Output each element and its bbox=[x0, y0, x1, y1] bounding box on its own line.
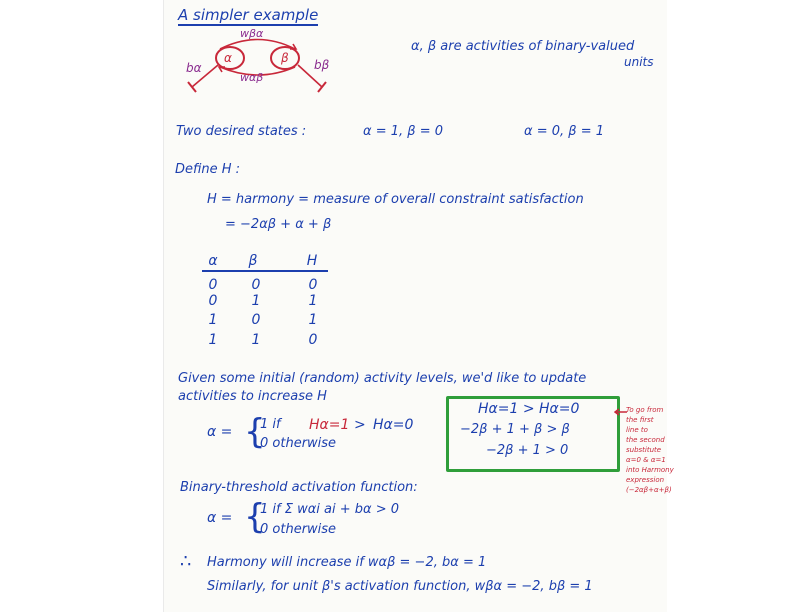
side-note-line: To go from bbox=[626, 406, 664, 414]
side-note-line: into Harmony bbox=[626, 466, 674, 474]
side-note-line: (−2αβ+α+β) bbox=[626, 486, 672, 494]
table-cell: 1 bbox=[308, 293, 318, 309]
box-line2: −2β + 1 + β > β bbox=[460, 422, 570, 437]
side-note bbox=[626, 405, 674, 495]
h-definition-line1: H = harmony = measure of overall constraint satisfaction bbox=[207, 192, 584, 207]
binary-rule-lhs: α = bbox=[207, 510, 233, 526]
table-cell: 0 bbox=[251, 312, 261, 328]
bias-alpha-label: bα bbox=[186, 61, 202, 75]
table-cell: 1 bbox=[251, 332, 261, 348]
update-goal-line1: Given some initial (random) activity levels, we'd like to update bbox=[178, 371, 587, 386]
alpha-rule-gt: > bbox=[354, 417, 366, 433]
bias-beta-label: bβ bbox=[314, 58, 330, 72]
alpha-rule-h1: Hα=1 bbox=[309, 417, 350, 433]
side-note-line: substitute bbox=[626, 446, 662, 454]
binary-units-note: α, β are activities of binary-valued bbox=[411, 39, 635, 54]
table-header-h: H bbox=[306, 253, 318, 269]
table-cell: 1 bbox=[308, 312, 318, 328]
box-line1: Hα=1 > Hα=0 bbox=[478, 401, 580, 417]
h-definition-line2: = −2αβ + α + β bbox=[225, 217, 332, 232]
table-header-alpha: α bbox=[208, 253, 218, 269]
alpha-rule-case1: 1 if bbox=[260, 417, 281, 432]
alpha-rule-lhs: α = bbox=[207, 424, 233, 440]
conclusion-line1: Harmony will increase if wαβ = −2, bα = 1 bbox=[207, 555, 487, 570]
binary-threshold-label: Binary-threshold activation function: bbox=[180, 480, 418, 495]
table-cell: 0 bbox=[208, 293, 218, 309]
define-h-heading: Define H : bbox=[175, 162, 241, 177]
alpha-rule-h0: Hα=0 bbox=[373, 417, 414, 433]
side-note-line: the first bbox=[626, 416, 654, 424]
binary-rule-brace: { bbox=[244, 497, 266, 537]
table-cell: 1 bbox=[251, 293, 261, 309]
conclusion-line2: Similarly, for unit β's activation function, wβα = −2, bβ = 1 bbox=[207, 579, 593, 594]
table-cell: 0 bbox=[208, 277, 218, 293]
page-title: A simpler example bbox=[178, 6, 319, 24]
alpha-rule-case2: 0 otherwise bbox=[260, 436, 337, 451]
desired-states-label: Two desired states : bbox=[176, 124, 307, 139]
node-beta-label: β bbox=[281, 51, 289, 65]
table-cell: 0 bbox=[251, 277, 261, 293]
table-cell: 0 bbox=[308, 277, 318, 293]
node-alpha-label: α bbox=[224, 51, 232, 65]
weight-bottom-label: wαβ bbox=[240, 71, 264, 84]
side-note-line: α=0 & α=1 bbox=[626, 456, 666, 464]
table-header-beta: β bbox=[248, 253, 258, 269]
weight-top-label: wβα bbox=[240, 27, 264, 40]
box-line3: −2β + 1 > 0 bbox=[486, 443, 569, 458]
table-cell: 1 bbox=[208, 332, 218, 348]
side-note-line: line to bbox=[626, 426, 648, 434]
side-note-line: expression bbox=[626, 476, 665, 484]
table-cell: 1 bbox=[208, 312, 218, 328]
binary-rule-case2: 0 otherwise bbox=[260, 522, 337, 537]
table-rule bbox=[202, 270, 328, 272]
binary-units-note-2: units bbox=[624, 55, 654, 69]
alpha-rule-brace: { bbox=[244, 412, 266, 452]
update-goal-line2: activities to increase H bbox=[178, 389, 327, 404]
side-note-line: the second bbox=[626, 436, 665, 444]
therefore-symbol: ∴ bbox=[180, 551, 192, 572]
desired-state-1: α = 1, β = 0 bbox=[363, 124, 443, 139]
desired-state-2: α = 0, β = 1 bbox=[524, 124, 604, 139]
table-cell: 0 bbox=[308, 332, 318, 348]
binary-rule-case1: 1 if Σ wαi ai + bα > 0 bbox=[260, 502, 400, 517]
